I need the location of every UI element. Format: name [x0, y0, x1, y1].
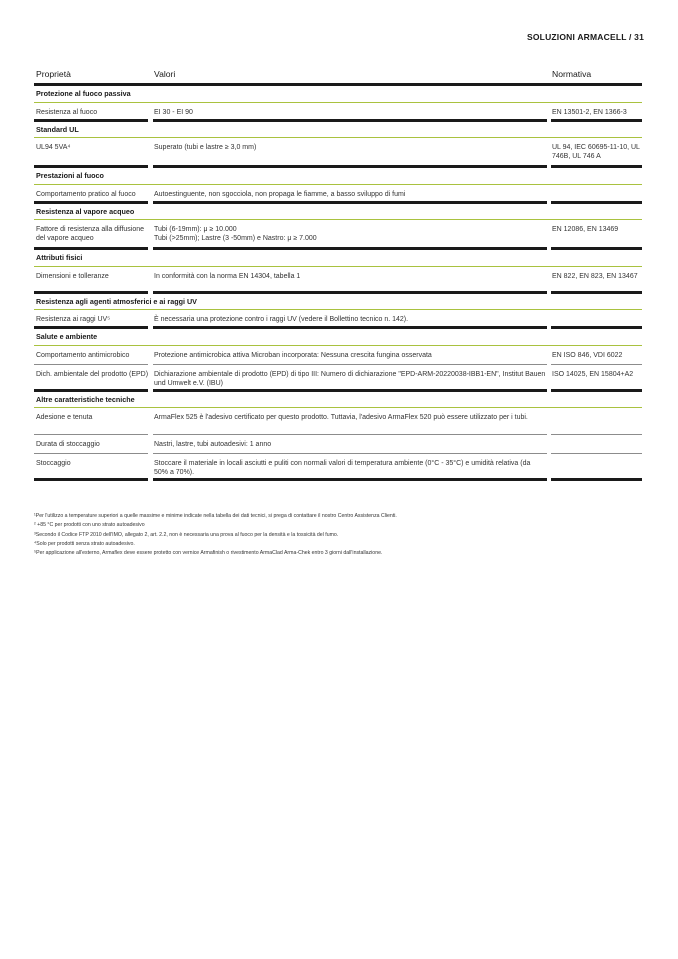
table-row: [34, 346, 642, 365]
row-value: Protezione antimicrobica attiva Microban incorporata: Nessuna crescita fungina osservata: [154, 351, 432, 359]
footnotes: [34, 512, 644, 558]
table-row: [34, 267, 642, 294]
row-property: Adesione e tenuta: [36, 414, 93, 421]
row-property: Resistenza al fuoco: [36, 108, 98, 116]
footnote: ⁵Per applicazione all'esterno, Armaflex deve essere protetto con vernice Armafinish o rivestimento ArmaClad Arma-Chek entro 3 giorni dall'installazione.: [34, 550, 383, 557]
row-value: Stoccare il materiale in locali asciutti e puliti con normali valori di temperatura ambiente (0°C - 35°C) e umidità relativa (da 50% a 70%).: [154, 460, 531, 476]
row-property: Stoccaggio: [36, 460, 71, 467]
row-value: Nastri, lastre, tubi autoadesivi: 1 anno: [154, 441, 272, 448]
row-standard: EN 12086, EN 13469: [552, 226, 619, 233]
table-row: [34, 185, 642, 204]
section-title: Salute e ambiente: [34, 329, 642, 346]
row-standard: ISO 14025, EN 15804+A2: [552, 370, 634, 378]
row-standard: EN 822, EN 823, EN 13467: [552, 272, 638, 280]
table-row: [34, 454, 642, 481]
footnote: ⁴Solo per prodotti senza strato autoadesivo.: [34, 540, 135, 547]
table-row: [34, 310, 642, 329]
row-value: In conformità con la norma EN 14304, tabella 1: [154, 272, 301, 280]
section-title: Protezione al fuoco passiva: [34, 86, 642, 103]
row-standard: EN 13501-2, EN 1366-3: [552, 108, 627, 116]
column-header-property: Proprietà: [36, 69, 71, 79]
row-property: Resistenza ai raggi UV⁵: [36, 316, 111, 323]
table-row: [34, 365, 642, 392]
row-value: Tubi (6-19mm): μ ≥ 10.000 Tubi (>25mm); Lastre (3 -50mm) e Nastro: μ ≥ 7.000: [154, 226, 317, 242]
table-row: [34, 220, 642, 250]
section-title: Resistenza agli agenti atmosferici e ai raggi UV: [34, 294, 642, 311]
row-divider: [34, 478, 642, 481]
row-value: Dichiarazione ambientale di prodotto (EPD) di tipo III: Numero di dichiarazione "EPD-ARM-20220038-IBB1-EN", Institut Bauen und Umwelt e.V. (IBU): [154, 370, 546, 387]
row-value: È necessaria una protezione contro i raggi UV (vedere il Bollettino tecnico n. 142).: [154, 316, 409, 323]
section-title: Standard UL: [34, 122, 642, 139]
section-title: Attributi fisici: [34, 250, 642, 267]
table-header: [34, 67, 642, 86]
row-property: Comportamento pratico al fuoco: [36, 190, 136, 198]
row-property: Durata di stoccaggio: [36, 441, 100, 448]
row-standard: UL 94, IEC 60695-11-10, UL 746B, UL 746 A: [552, 144, 640, 160]
row-property: Dimensioni e tolleranze: [36, 272, 109, 280]
row-property: Dich. ambientale del prodotto (EPD): [36, 370, 149, 378]
row-standard: EN ISO 846, VDI 6022: [552, 351, 623, 359]
footnote: ³Secondo il Codice FTP 2010 dell'IMO, allegato 2, art. 2.2, non è necessaria una prova al fuoco per la densità e la tossicità del fumo.: [34, 531, 339, 538]
table-row: [34, 435, 642, 454]
table-row: [34, 103, 642, 122]
table-row: [34, 138, 642, 168]
section-title: Altre caratteristiche tecniche: [34, 392, 642, 409]
column-header-standard: Normativa: [552, 69, 592, 79]
footnote: ¹Per l'utilizzo a temperature superiori a quelle massime e minime indicate nella tabella dei dati tecnici, si prega di contattare il nostro Centro Assistenza Clienti.: [34, 513, 397, 519]
footnote: ² +85 °C per prodotti con uno strato autoadesivo: [34, 522, 145, 529]
row-value: ArmaFlex 525 è l'adesivo certificato per questo prodotto. Tuttavia, l'adesivo ArmaFlex 520 può essere utilizzato per i tubi.: [154, 414, 528, 421]
column-header-values: Valori: [154, 69, 176, 79]
row-property: Fattore di resistenza alla diffusione del vapore acqueo: [36, 226, 145, 242]
row-property: UL94 5VA⁴: [36, 144, 71, 151]
row-value: EI 30 - EI 90: [154, 108, 193, 116]
page-header: SOLUZIONI ARMACELL / 31: [527, 32, 644, 42]
section-title: Resistenza al vapore acqueo: [34, 204, 642, 221]
properties-table: [34, 67, 642, 481]
row-property: Comportamento antimicrobico: [36, 351, 130, 359]
section-title: Prestazioni al fuoco: [34, 168, 642, 185]
table-row: [34, 408, 642, 435]
row-value: Superato (tubi e lastre ≥ 3,0 mm): [154, 144, 257, 151]
row-value: Autoestinguente, non sgocciola, non propaga le fiamme, a basso sviluppo di fumi: [154, 190, 406, 198]
